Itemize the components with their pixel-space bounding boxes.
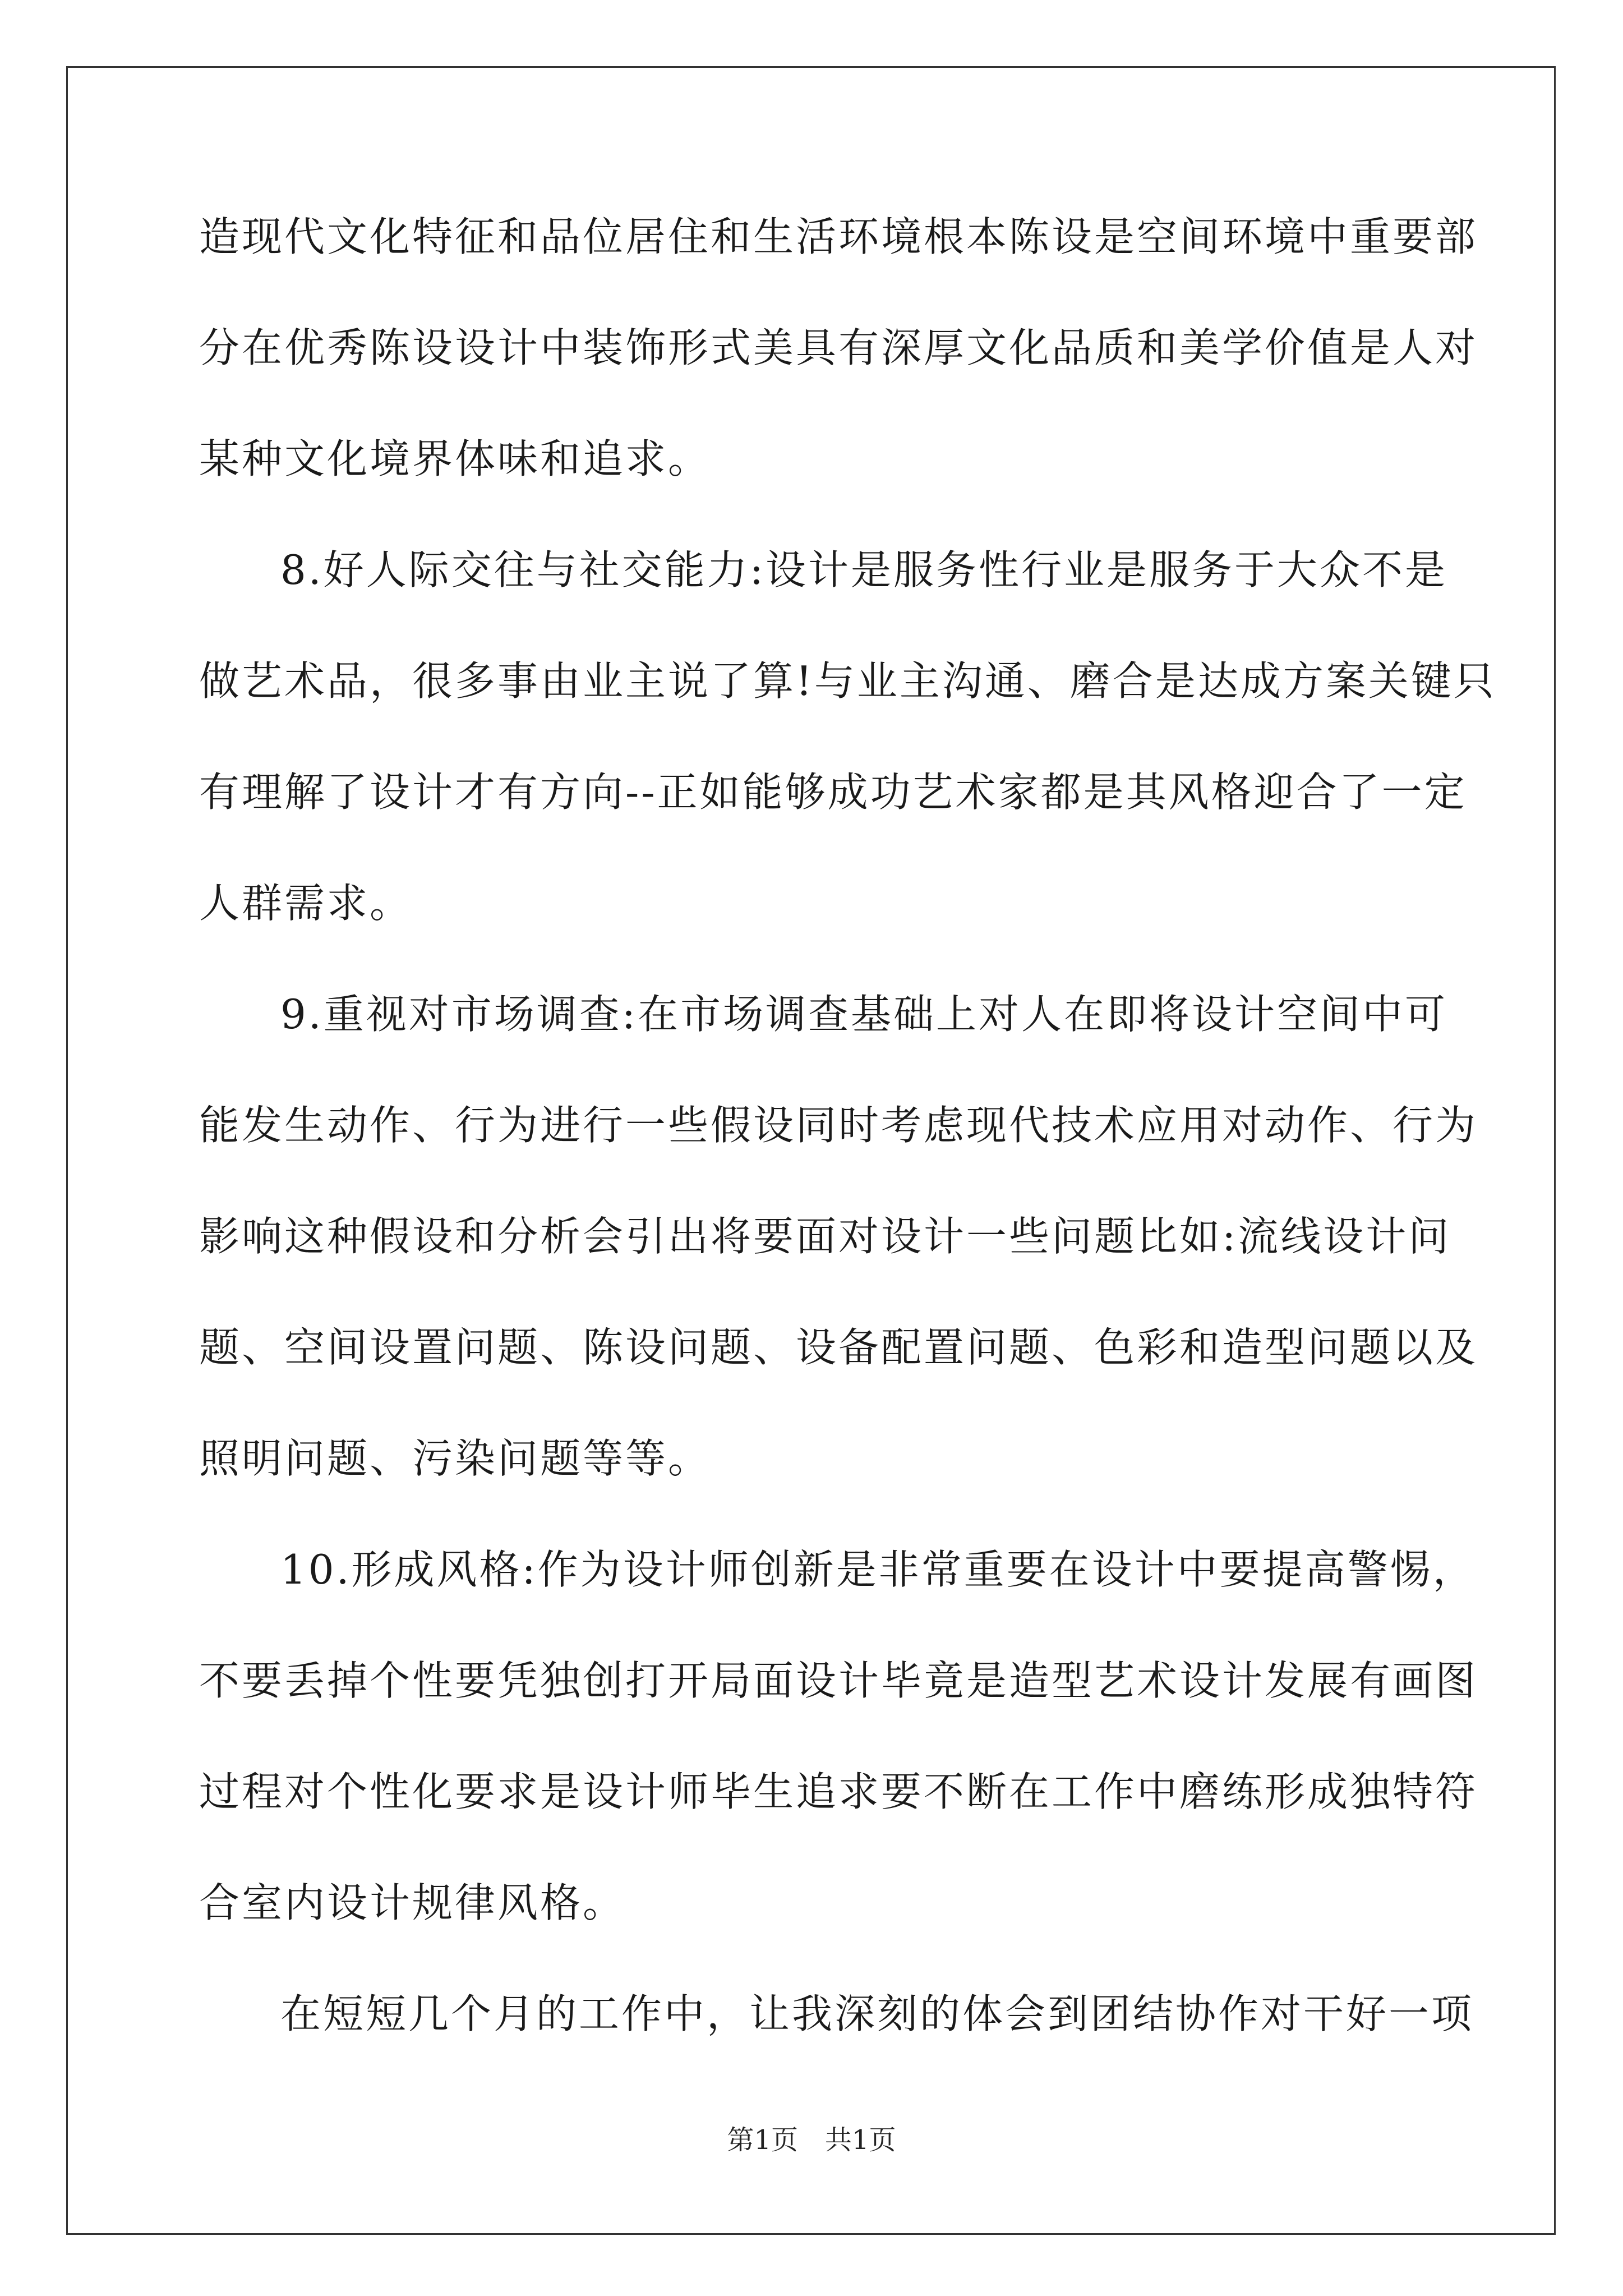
text-line: 题、空间设置问题、陈设问题、设备配置问题、色彩和造型问题以及 (199, 1324, 1478, 1371)
text-line: 影响这种假设和分析会引出将要面对设计一些问题比如:流线设计问 (199, 1213, 1451, 1260)
text-line: 某种文化境界体味和追求。 (199, 435, 711, 482)
text-line: 照明问题、污染问题等等。 (199, 1435, 711, 1482)
page-number: 第1页 共1页 (727, 2124, 896, 2156)
text-line: 合室内设计规律风格。 (199, 1879, 626, 1926)
text-line: 过程对个性化要求是设计师毕生追求要不断在工作中磨练形成独特符 (199, 1768, 1478, 1815)
text-line: 分在优秀陈设设计中装饰形式美具有深厚文化品质和美学价值是人对 (199, 324, 1478, 371)
text-line: 做艺术品，很多事由业主说了算!与业主沟通、磨合是达成方案关键只 (199, 657, 1496, 705)
text-line: 有理解了设计才有方向--正如能够成功艺术家都是其风格迎合了一定 (199, 769, 1467, 816)
text-line: 能发生动作、行为进行一些假设同时考虑现代技术应用对动作、行为 (199, 1102, 1478, 1149)
text-line: 8.好人际交往与社交能力:设计是服务性行业是服务于大众不是 (280, 546, 1447, 593)
text-line: 10.形成风格:作为设计师创新是非常重要在设计中要提高警惕， (280, 1546, 1476, 1593)
text-line: 造现代文化特征和品位居住和生活环境根本陈设是空间环境中重要部 (199, 213, 1478, 260)
text-line: 9.重视对市场调查:在市场调查基础上对人在即将设计空间中可 (280, 991, 1447, 1038)
text-line: 在短短几个月的工作中，让我深刻的体会到团结协作对干好一项 (280, 1990, 1474, 2037)
text-line: 人群需求。 (199, 880, 413, 927)
text-line: 不要丢掉个性要凭独创打开局面设计毕竟是造型艺术设计发展有画图 (199, 1657, 1478, 1704)
